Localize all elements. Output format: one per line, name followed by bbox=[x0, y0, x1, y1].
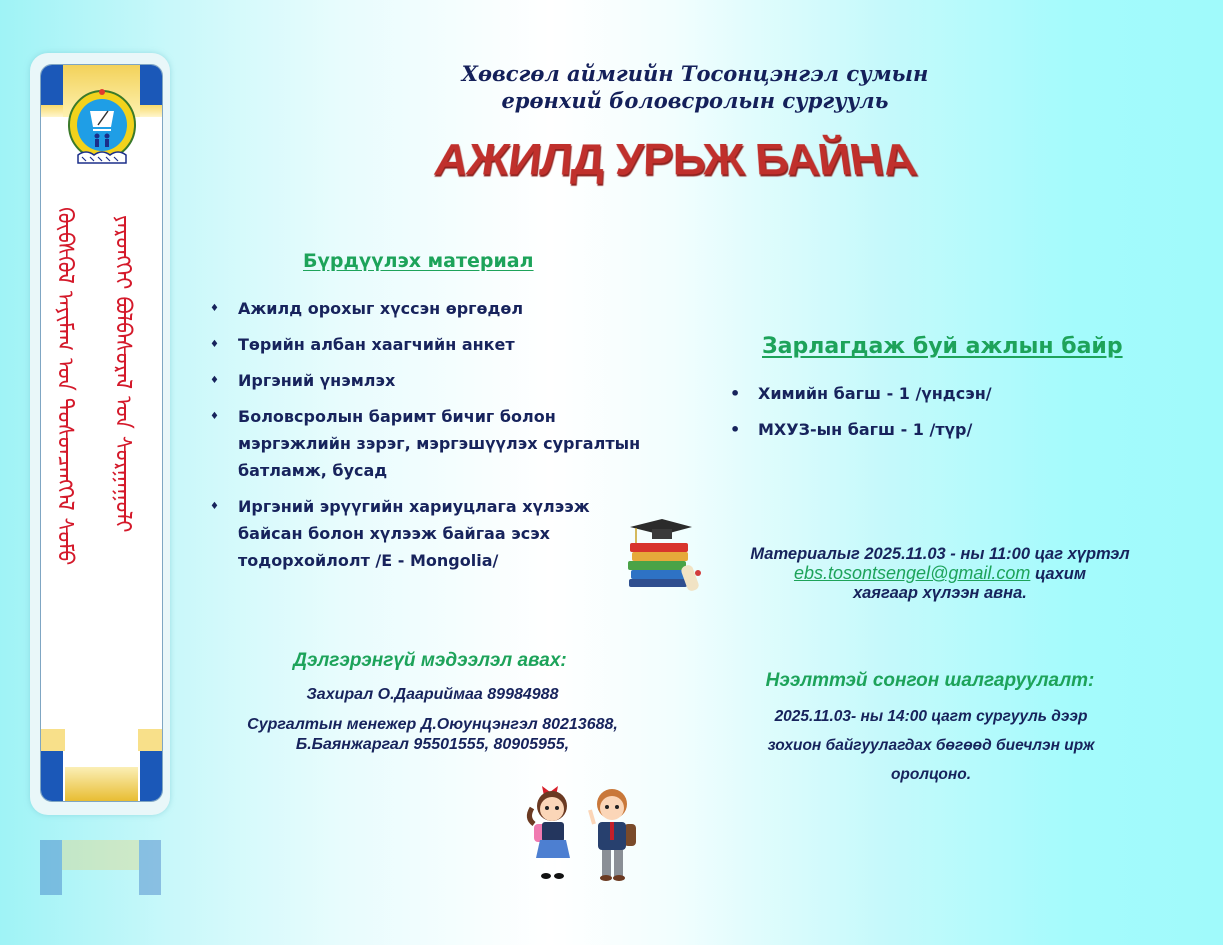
banner-blue-corner bbox=[41, 751, 63, 801]
school-name-line1: Хөвсгөл аймгийн Тосонцэнгэл сумын bbox=[461, 61, 929, 86]
jobs-heading: Зарлагдаж буй ажлын байр bbox=[762, 334, 1123, 359]
deadline-line2: цахим bbox=[1030, 565, 1087, 583]
list-item: ♦ Боловсролын баримт бичиг болон мэргэжлийн зэрэг, мэргэшүүлэх сургалтын батламж, бусад bbox=[210, 403, 650, 484]
list-item: ♦ Төрийн албан хаагчийн анкет bbox=[210, 331, 650, 358]
jobs-list bbox=[730, 382, 1130, 454]
requirements-list bbox=[210, 295, 650, 583]
contact-info bbox=[200, 685, 665, 755]
contact-director: Захирал О.Даариймаа 89984988 bbox=[306, 686, 559, 703]
list-item: ♦ Ажилд орохыг хүссэн өргөдөл bbox=[210, 295, 650, 322]
deadline-info bbox=[715, 545, 1165, 603]
list-item: ♦ Иргэний үнэмлэх bbox=[210, 367, 650, 394]
list-item: • Химийн багш - 1 /үндсэн/ bbox=[730, 382, 1130, 406]
school-name bbox=[440, 60, 950, 114]
exam-line3: оролцоно. bbox=[890, 766, 972, 783]
banner-reflection bbox=[40, 840, 161, 920]
requirements-heading: Бүрдүүлэх материал bbox=[303, 250, 534, 272]
vertical-banner bbox=[40, 64, 163, 802]
graduation-books-icon bbox=[622, 515, 712, 595]
banner-gold-corner bbox=[41, 729, 65, 751]
banner-gold-corner bbox=[138, 729, 162, 751]
contact-heading: Дэлгэрэнгүй мэдээлэл авах: bbox=[293, 650, 567, 671]
email-link[interactable]: ebs.tosontsengel@gmail.com bbox=[793, 563, 1031, 583]
banner-gold-bottom bbox=[65, 767, 138, 801]
list-item: • МХУЗ-ын багш - 1 /түр/ bbox=[730, 418, 1130, 442]
banner-blue-corner bbox=[140, 751, 162, 801]
main-title: АЖИЛД УРЬЖ БАЙНА bbox=[430, 134, 920, 185]
exam-info bbox=[722, 702, 1140, 789]
school-name-line2: ерөнхий боловсролын сургууль bbox=[501, 88, 889, 113]
contact-other: Б.Баянжаргал 95501555, 80905955, bbox=[295, 736, 570, 753]
exam-line2: зохион байгуулагдах бөгөөд биечлэн ирж bbox=[767, 737, 1095, 754]
exam-line1: 2025.11.03- ны 14:00 цагт сургууль дээр bbox=[774, 708, 1088, 725]
banner-blue-corner bbox=[41, 65, 63, 105]
contact-manager: Сургалтын менежер Д.Оюунцэнгэл 80213688, bbox=[247, 716, 618, 733]
list-item: ♦ Иргэний эрүүгийн хариуцлага хүлээж байсан болон хүлээж байгаа эсэх тодорхойлолт /E - Mongolia/ bbox=[210, 493, 650, 574]
deadline-line3: хаягаар хүлээн авна. bbox=[853, 584, 1027, 602]
exam-heading: Нээлттэй сонгон шалгаруулалт: bbox=[765, 670, 1095, 691]
mongol-script-line: ᠶᠡᠷᠦᠩᠬᠡᠢ ᠪᠣᠯᠪᠠᠰᠤᠷᠠᠯ ᠤᠨ ᠰᠤᠷᠭᠠᠭᠤᠯᠢ bbox=[110, 215, 135, 533]
mongol-script-line: ᠬᠥᠪᠰᠭᠥᠯ ᠠᠶᠢᠮᠠᠭ ᠤᠨ ᠲᠣᠰᠣᠨᠴᠡᠩᠭᠡᠯ ᠰᠤᠮᠤ bbox=[52, 207, 77, 566]
deadline-line1: Материалыг 2025.11.03 - ны 11:00 цаг хүртэл bbox=[750, 545, 1130, 563]
school-emblem-icon bbox=[66, 89, 138, 169]
school-kids-illustration bbox=[520, 778, 650, 893]
banner-blue-corner bbox=[140, 65, 162, 105]
